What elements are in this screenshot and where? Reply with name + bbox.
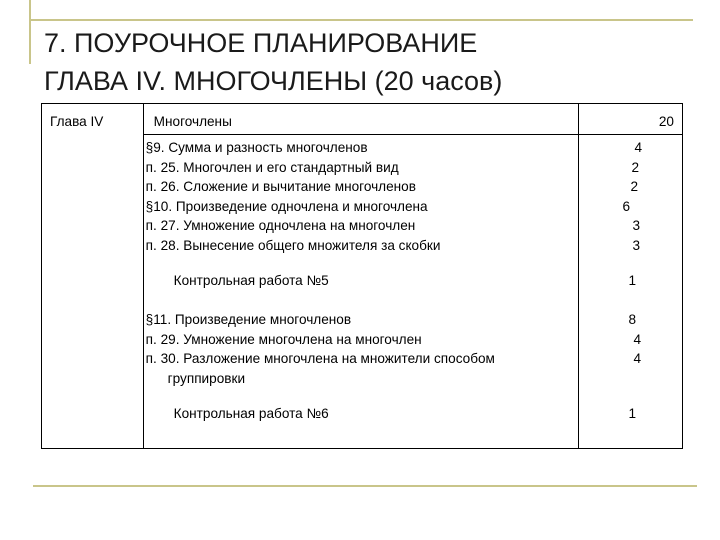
list-item: группировки bbox=[167, 370, 246, 386]
topic-label: Многочлены bbox=[153, 114, 232, 129]
hours-value: 8 bbox=[628, 312, 636, 327]
test-5-hours: 1 bbox=[628, 273, 636, 288]
list-item: п. 29. Умножение многочлена на многочлен bbox=[145, 331, 422, 347]
chapter-cell bbox=[42, 104, 144, 449]
list-item: п. 25. Многочлен и его стандартный вид bbox=[145, 159, 399, 175]
block1-hours bbox=[579, 135, 682, 255]
hours-value: 6 bbox=[622, 198, 630, 214]
chapter-label: Глава IV bbox=[50, 114, 104, 129]
total-hours-cell bbox=[579, 104, 683, 135]
list-item: п. 27. Умножение одночлена на многочлен bbox=[145, 218, 416, 233]
hours-value: 2 bbox=[631, 159, 639, 175]
list-item: §10. Произведение одночлена и многочлена bbox=[145, 198, 428, 214]
list-item: §9. Сумма и разность многочленов bbox=[145, 140, 368, 155]
hours-cell bbox=[579, 135, 683, 449]
frame-top-line bbox=[29, 19, 693, 21]
block2-items bbox=[144, 307, 578, 388]
hours-value: 2 bbox=[630, 179, 638, 194]
test-5-label: Контрольная работа №5 bbox=[173, 273, 329, 288]
frame-bottom-line bbox=[33, 485, 697, 487]
hours-value: 3 bbox=[632, 218, 640, 233]
block1-items bbox=[144, 135, 578, 255]
contents-cell bbox=[143, 135, 578, 449]
frame-vertical-line bbox=[29, 0, 31, 64]
hours-value: 4 bbox=[633, 331, 641, 347]
table-header-row bbox=[42, 104, 683, 135]
hours-value: 4 bbox=[633, 351, 641, 366]
total-hours: 20 bbox=[658, 114, 674, 129]
title-line-1: 7. ПОУРОЧНОЕ ПЛАНИРОВАНИЕ bbox=[44, 28, 478, 58]
list-item: §11. Произведение многочленов bbox=[145, 312, 352, 327]
block2-hours bbox=[579, 307, 682, 369]
test-6-hours: 1 bbox=[628, 405, 636, 421]
list-item: п. 30. Разложение многочлена на множители способом bbox=[145, 351, 495, 366]
title-line-2: ГЛАВА IV. МНОГОЧЛЕНЫ (20 часов) bbox=[44, 66, 503, 96]
slide-title bbox=[44, 24, 704, 100]
list-item: п. 26. Сложение и вычитание многочленов bbox=[145, 179, 416, 194]
hours-value: 4 bbox=[634, 140, 642, 155]
list-item: п. 28. Вынесение общего множителя за скобки bbox=[145, 237, 441, 253]
test-6-label: Контрольная работа №6 bbox=[173, 406, 329, 421]
hours-value: 3 bbox=[632, 237, 640, 253]
lesson-plan-table bbox=[41, 103, 683, 449]
topic-cell bbox=[143, 104, 578, 135]
